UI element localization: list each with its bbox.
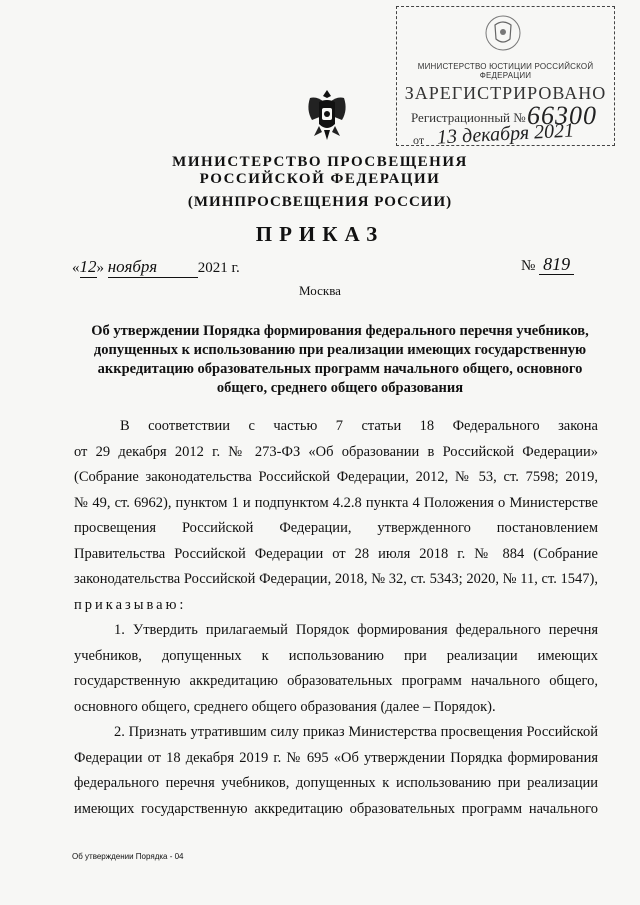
stamp-registered: ЗАРЕГИСТРИРОВАНО [404,83,607,103]
body-p2-line2: учебников, допущенных к использованию при реализации имеющих [74,647,598,664]
order-title: ПРИКАЗ [255,222,385,246]
city: Москва [299,283,341,298]
stamp-regnum-label: Регистрационный № [411,110,526,125]
date-day: 12 [79,257,97,276]
ministry-name-line2: РОССИЙСКОЙ ФЕДЕРАЦИИ [199,171,441,187]
body-p1-line4: № 49, ст. 6962), пунктом 1 и подпунктом 4.2.8 пункта 4 Положения о Министерстве [74,494,598,511]
order-date [72,257,240,278]
stamp-from-label: от [413,133,425,147]
order-word: приказываю: [74,596,187,613]
body-p1-line7: законодательства Российской Федерации, 2018, № 32, ст. 5343; 2020, № 11, ст. 1547), [74,571,598,587]
body-p3-line1: 2. Признать утратившим силу приказ Министерства просвещения Российской [114,724,598,740]
body-p2-line3: государственную аккредитацию образовательных программ начального общего, [74,673,598,689]
ministry-name-line1: МИНИСТЕРСТВО ПРОСВЕЩЕНИЯ [172,154,468,170]
order-number [521,254,574,275]
number-sign: № [521,258,536,274]
body-p1-line1: В соответствии с частью 7 статьи 18 Федерального закона [120,418,598,434]
body-p2-line1: 1. Утвердить прилагаемый Порядок формирования федерального перечня [114,622,598,638]
date-month: ноября [108,257,198,278]
body-p1-line6: Правительства Российской Федерации от 28 июля 2018 г. № 884 (Собрание [74,545,598,562]
registration-stamp [396,6,615,149]
body-p1-line5: просвещения Российской Федерации, утвержденного постановлением [74,520,598,536]
stamp-emblem-icon [483,13,523,53]
date-year: 2021 г. [197,260,240,276]
body-p3-line4: имеющих государственную аккредитацию образовательных программ начального [74,800,598,817]
coat-of-arms-emblem [302,86,352,144]
body-p3-line2: Федерации от 18 декабря 2019 г. № 695 «Об утверждении Порядка формирования [74,749,598,766]
body-p1-line3: (Собрание законодательства Российской Федерации, 2012, № 53, ст. 7598; 2019, [74,469,598,485]
ministry-short-name: (МИНПРОСВЕЩЕНИЯ РОССИИ) [187,194,453,210]
number-value: 819 [539,254,574,275]
footer-doc-code: Об утверждении Порядка - 04 [72,852,184,861]
body-p1-line2: от 29 декабря 2012 г. № 273-ФЗ «Об образовании в Российской Федерации» [74,443,598,460]
date-open-quote: « [72,260,80,276]
stamp-ministry: МИНИСТЕРСТВО ЮСТИЦИИ РОССИЙСКОЙ ФЕДЕРАЦИИ [417,62,594,80]
body-p3-line3: федерального перечня учебников, допущенных к использованию при реализации [74,775,598,791]
stamp-date: 13 декабря 2021 [436,119,575,149]
body-p2-line4: основного общего, среднего общего образования (далее – Порядок). [74,698,496,715]
date-close-quote: » [96,260,104,276]
order-subject: Об утверждении Порядка формирования федерального перечня учебников, допущенных к использованию при реализации имеющих государственную аккредитацию образовательных программ начального общего, основного общего, среднего общего образования [91,323,589,396]
stamp-regnum: 66300 [527,101,597,130]
